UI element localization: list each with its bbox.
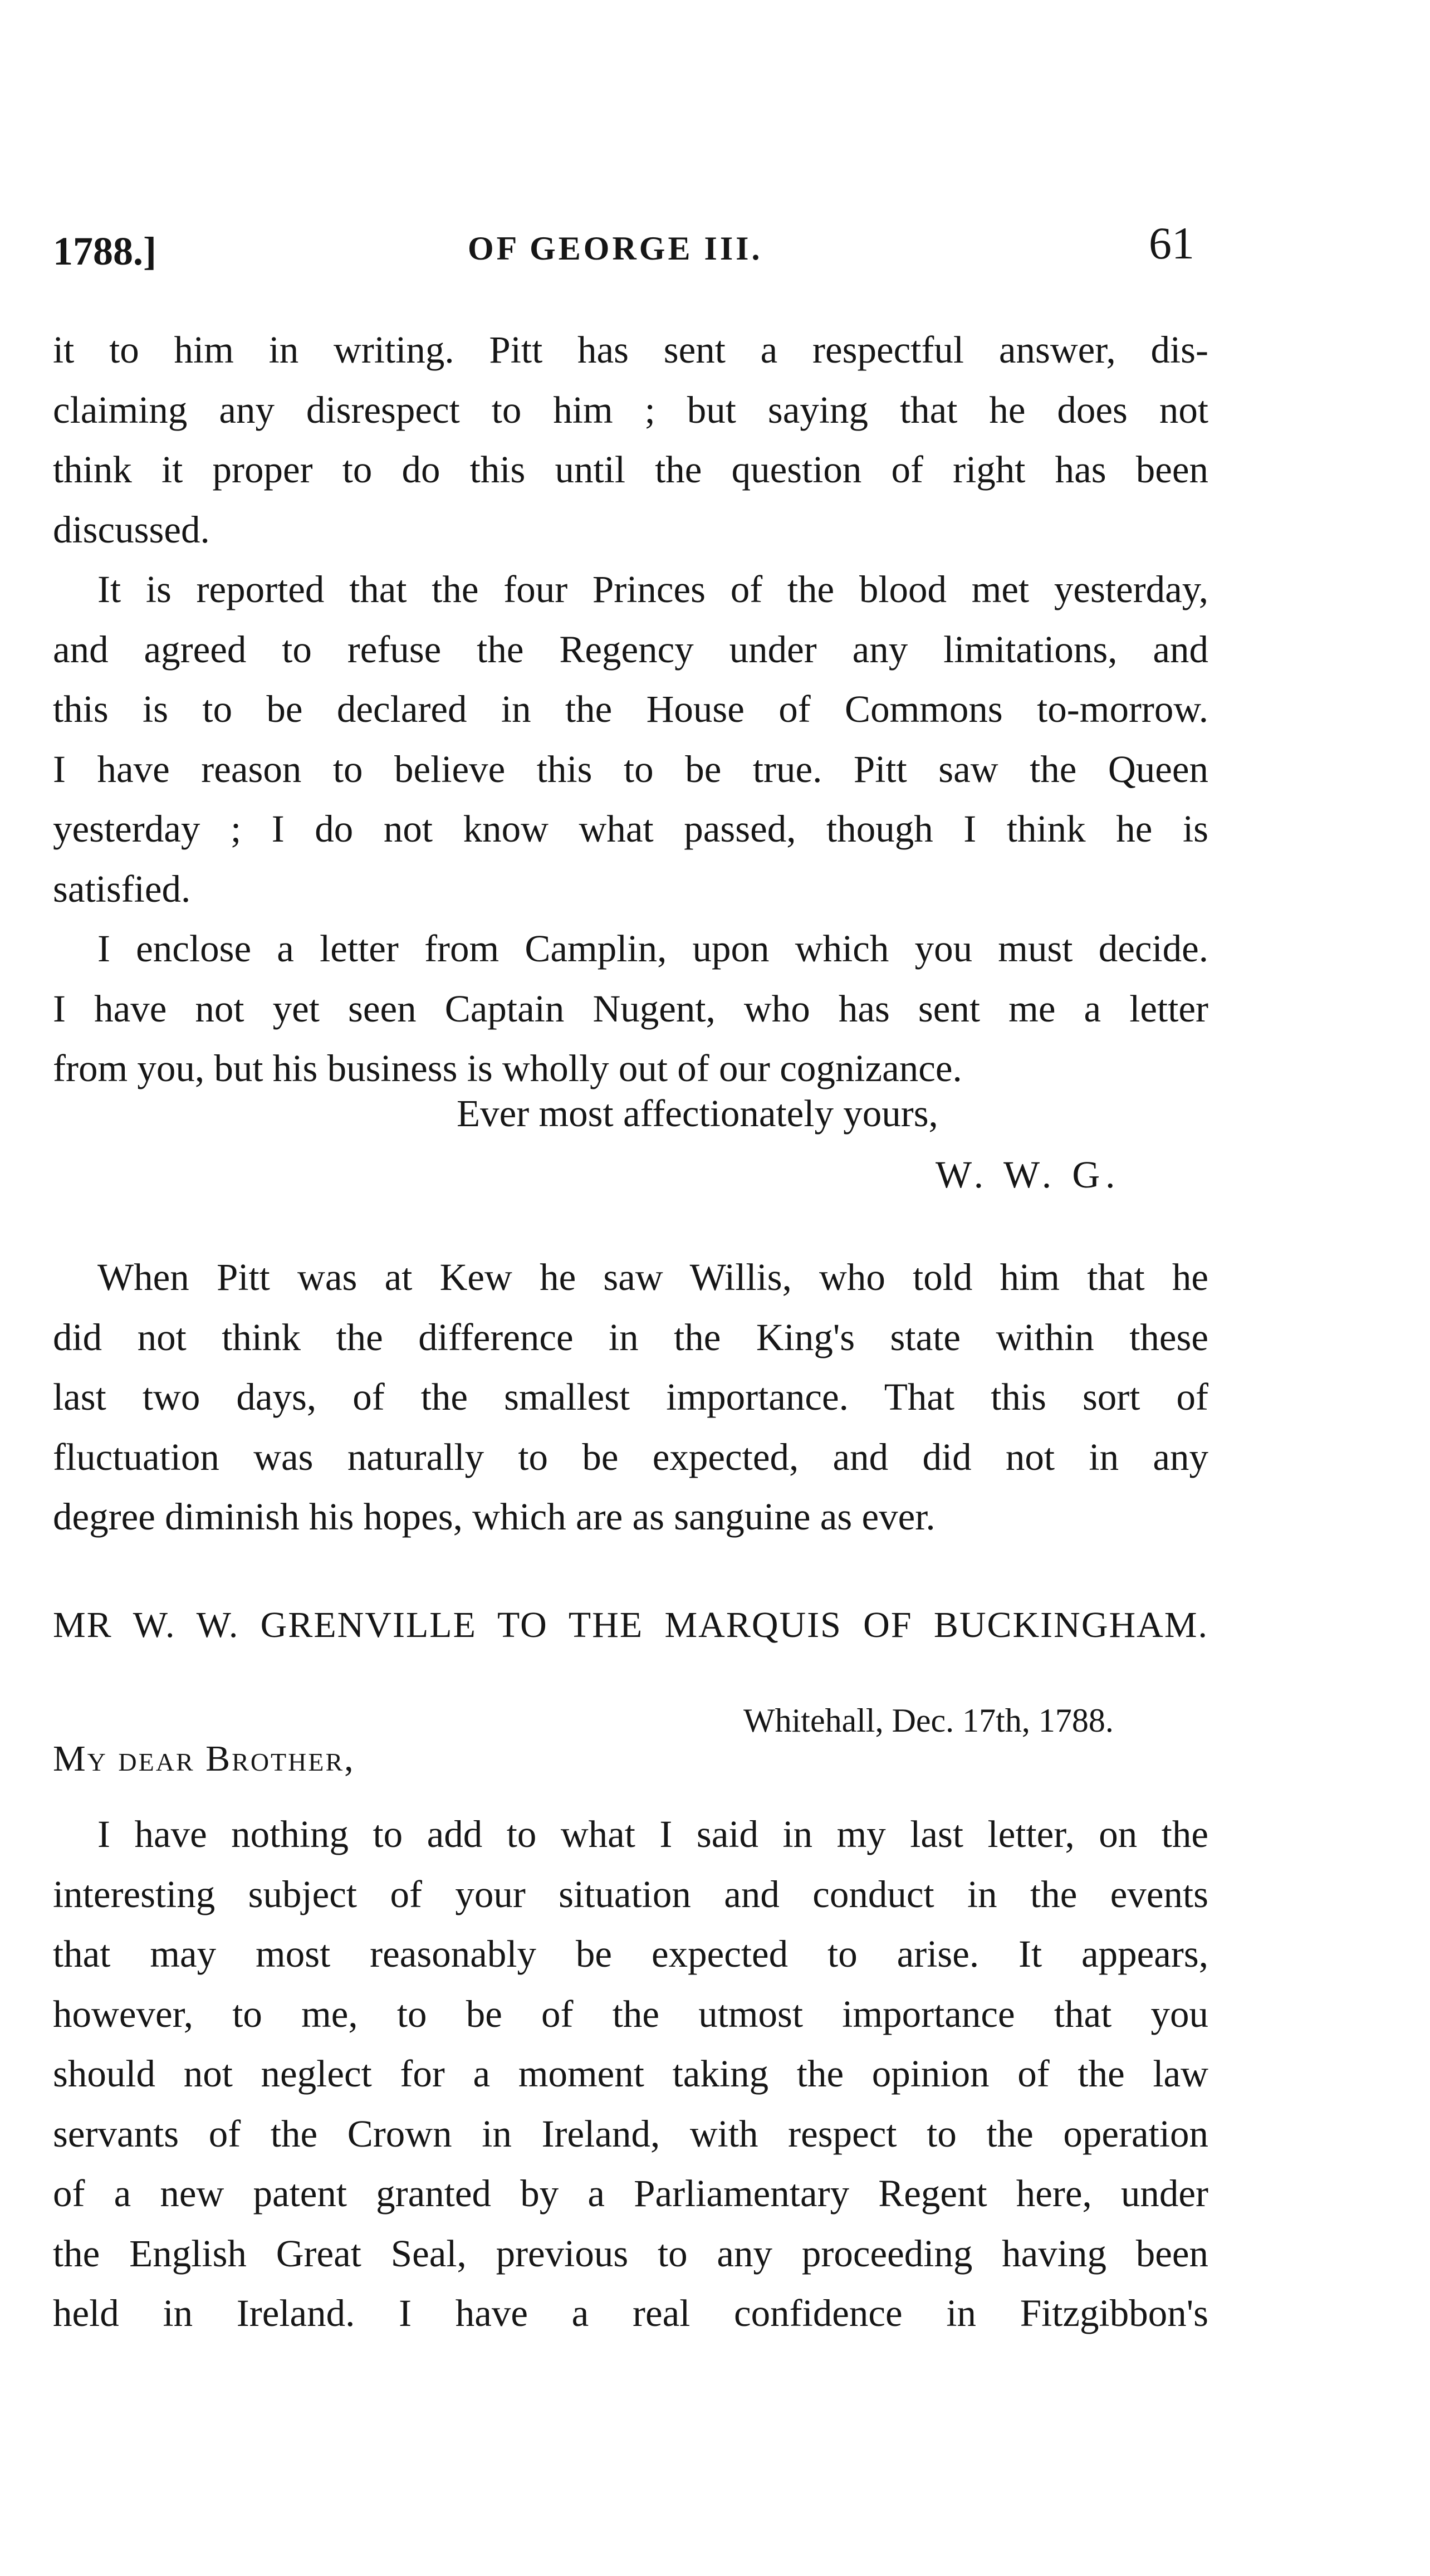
text-line: It is reported that the four Princes of the blood met yesterday, <box>97 568 1208 610</box>
text-line: did not think the difference in the King's state within these <box>53 1316 1208 1358</box>
text-line: degree diminish his hopes, which are as sanguine as ever. <box>53 1495 936 1538</box>
text-line: however, to me, to be of the utmost importance that you <box>53 1992 1208 2035</box>
text-line: that may most reasonably be expected to arise. It appears, <box>53 1933 1208 1975</box>
text-line: last two days, of the smallest importance. That this sort of <box>53 1376 1208 1418</box>
text-line: from you, but his business is wholly out of our cognizance. <box>53 1047 962 1089</box>
paragraph-camplin <box>53 919 1208 1099</box>
text-line: When Pitt was at Kew he saw Willis, who told him that he <box>97 1256 1208 1298</box>
text-line: servants of the Crown in Ireland, with respect to the operation <box>53 2112 1208 2155</box>
letter-salutation: My dear Brother, <box>53 1738 355 1779</box>
text-line: and agreed to refuse the Regency under any limitations, and <box>53 628 1208 671</box>
letter-two-body <box>53 1805 1208 2344</box>
text-line: of a new patent granted by a Parliamentary Regent here, under <box>53 2172 1208 2215</box>
paragraph-continuation <box>53 320 1208 560</box>
text-line: I have nothing to add to what I said in my last letter, on the <box>97 1813 1208 1855</box>
page-number: 61 <box>1149 218 1194 268</box>
text-line: it to him in writing. Pitt has sent a respectful answer, dis- <box>53 329 1208 371</box>
text-line: I have reason to believe this to be true. Pitt saw the Queen <box>53 747 1208 790</box>
text-line: interesting subject of your situation and conduct in the events <box>53 1873 1208 1915</box>
running-head-title: OF GEORGE III. <box>468 230 763 267</box>
postscript <box>53 1248 1208 1547</box>
text-line: I have not yet seen Captain Nugent, who has sent me a letter <box>53 987 1208 1030</box>
letter-dateline: Whitehall, Dec. 17th, 1788. <box>743 1702 1114 1739</box>
running-head-year: 1788.] <box>53 229 156 273</box>
running-head <box>53 217 1206 278</box>
text-line: claiming any disrespect to him ; but saying that he does not <box>53 388 1208 431</box>
text-line: yesterday ; I do not know what passed, though I think he is <box>53 808 1208 850</box>
letter-signature: W. W. G. <box>936 1153 1121 1196</box>
text-line: think it proper to do this until the question of right has been <box>53 448 1208 491</box>
text-line: I enclose a letter from Camplin, upon which you must decide. <box>97 927 1208 970</box>
letter-closing: Ever most affectionately yours, <box>457 1092 938 1135</box>
text-line: this is to be declared in the House of Commons to-morrow. <box>53 688 1208 730</box>
text-line: discussed. <box>53 508 210 551</box>
text-line: satisfied. <box>53 867 191 910</box>
paragraph-princes <box>53 560 1208 919</box>
text-line: the English Great Seal, previous to any proceeding having been <box>53 2232 1208 2275</box>
text-line: should not neglect for a moment taking the opinion of the law <box>53 2052 1208 2095</box>
text-line: fluctuation was naturally to be expected, and did not in any <box>53 1435 1208 1478</box>
letter-heading: MR W. W. GRENVILLE TO THE MARQUIS OF BUCKINGHAM. <box>53 1605 1208 1645</box>
text-line: held in Ireland. I have a real confidence in Fitzgibbon's <box>53 2292 1208 2334</box>
